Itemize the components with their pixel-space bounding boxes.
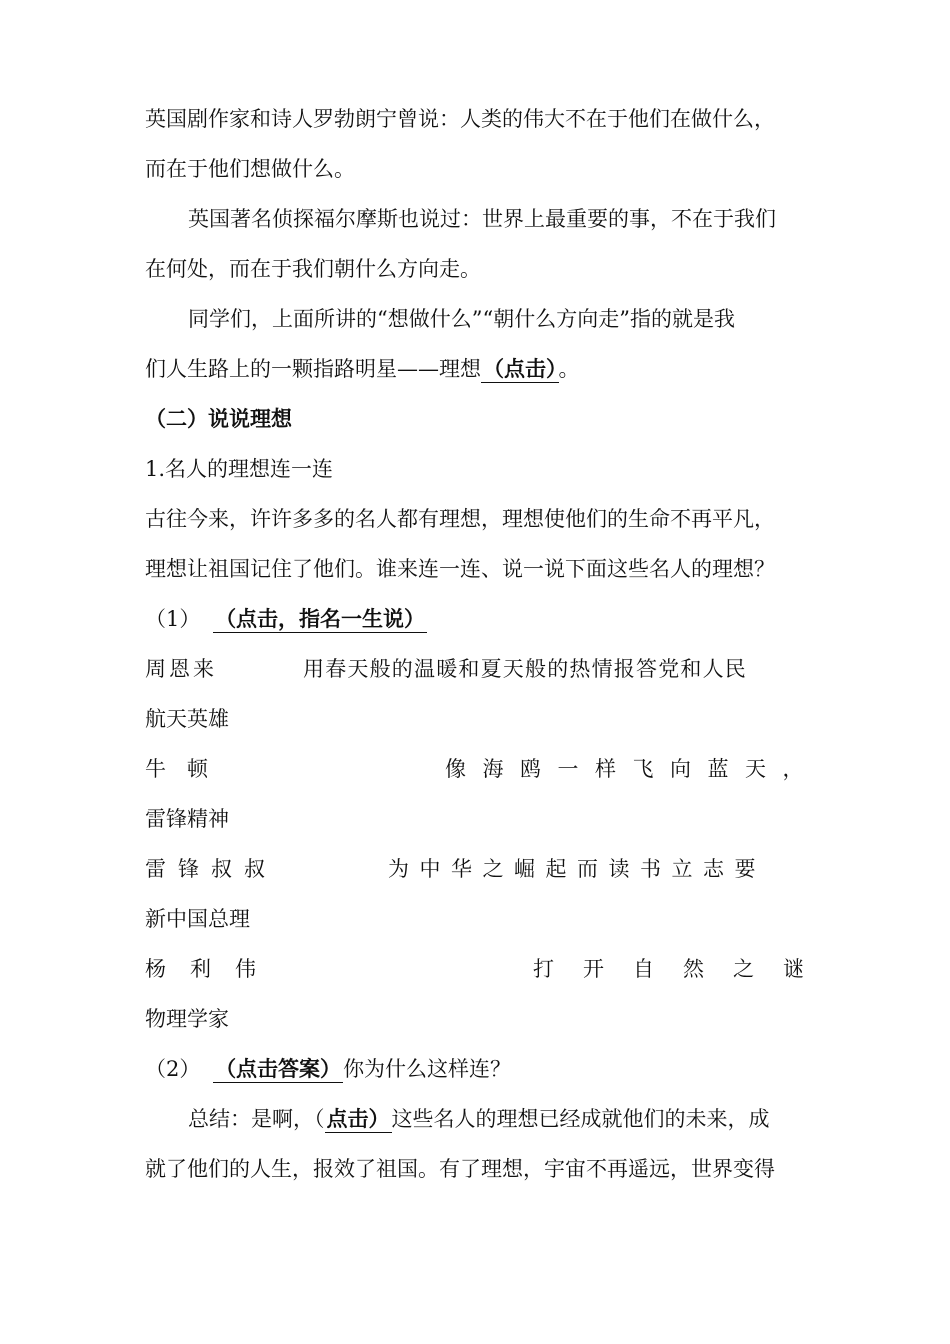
person-title: 物理学家 xyxy=(145,1007,229,1031)
paragraph-line: 在何处，而在于我们朝什么方向走。 xyxy=(145,257,481,281)
person-title: 新中国总理 xyxy=(145,907,250,931)
item-2-line xyxy=(145,1054,810,1084)
person-name: 杨利伟 xyxy=(145,957,280,981)
section-heading: （二）说说理想 xyxy=(145,406,292,431)
person-name: 周恩来 xyxy=(145,657,217,681)
summary-text: 这些名人的理想已经成就他们的未来，成 xyxy=(391,1107,770,1131)
paragraph-line: 英国著名侦探福尔摩斯也说过：世界上最重要的事，不在于我们 xyxy=(188,207,776,231)
summary-line xyxy=(188,1104,810,1134)
paragraph-line: 古往今来，许许多多的名人都有理想，理想使他们的生命不再平凡， xyxy=(145,507,775,531)
paragraph-text: 。 xyxy=(558,357,580,381)
paragraph-line: 而在于他们想做什么。 xyxy=(145,157,355,181)
summary-line: 就了他们的人生，报效了祖国。有了理想，宇宙不再遥远，世界变得 xyxy=(145,1157,775,1181)
summary-text: 总结：是啊，（ xyxy=(188,1107,325,1131)
person-name: 牛 顿 xyxy=(145,757,208,781)
sub-heading: 1.名人的理想连一连 xyxy=(145,457,334,481)
person-name: 雷锋叔叔 xyxy=(145,857,277,881)
item-number: （2） xyxy=(145,1057,201,1081)
ideal-text: 用春天般的温暖和夏天般的热情报答党和人民 xyxy=(303,657,747,681)
paragraph-line xyxy=(145,354,810,384)
paragraph-line: 英国剧作家和诗人罗勃朗宁曾说：人类的伟大不在于他们在做什么， xyxy=(145,107,775,131)
ideal-text: 为中华之崛起而读书立志要 xyxy=(388,857,766,881)
item-number: （1） xyxy=(145,607,201,631)
click-prompt: （点击，指名一生说） xyxy=(215,606,426,631)
ideal-text: 像海鸥一样飞向蓝天， xyxy=(445,757,820,781)
person-title: 航天英雄 xyxy=(145,707,229,731)
question-text: 你为什么这样连？ xyxy=(343,1057,512,1081)
item-1-line xyxy=(145,604,810,634)
paragraph-text: 们人生路上的一颗指路明星——理想 xyxy=(145,357,481,381)
click-prompt: （点击） xyxy=(483,356,557,381)
click-prompt: 点击） xyxy=(326,1106,390,1131)
ideal-text: 打开自然之谜 xyxy=(533,957,833,981)
person-title: 雷锋精神 xyxy=(145,807,229,831)
paragraph-line: 同学们，上面所讲的“想做什么”“朝什么方向走”指的就是我 xyxy=(188,307,735,331)
paragraph-line: 理想让祖国记住了他们。谁来连一连、说一说下面这些名人的理想？ xyxy=(145,557,775,581)
click-prompt: （点击答案） xyxy=(215,1056,342,1081)
